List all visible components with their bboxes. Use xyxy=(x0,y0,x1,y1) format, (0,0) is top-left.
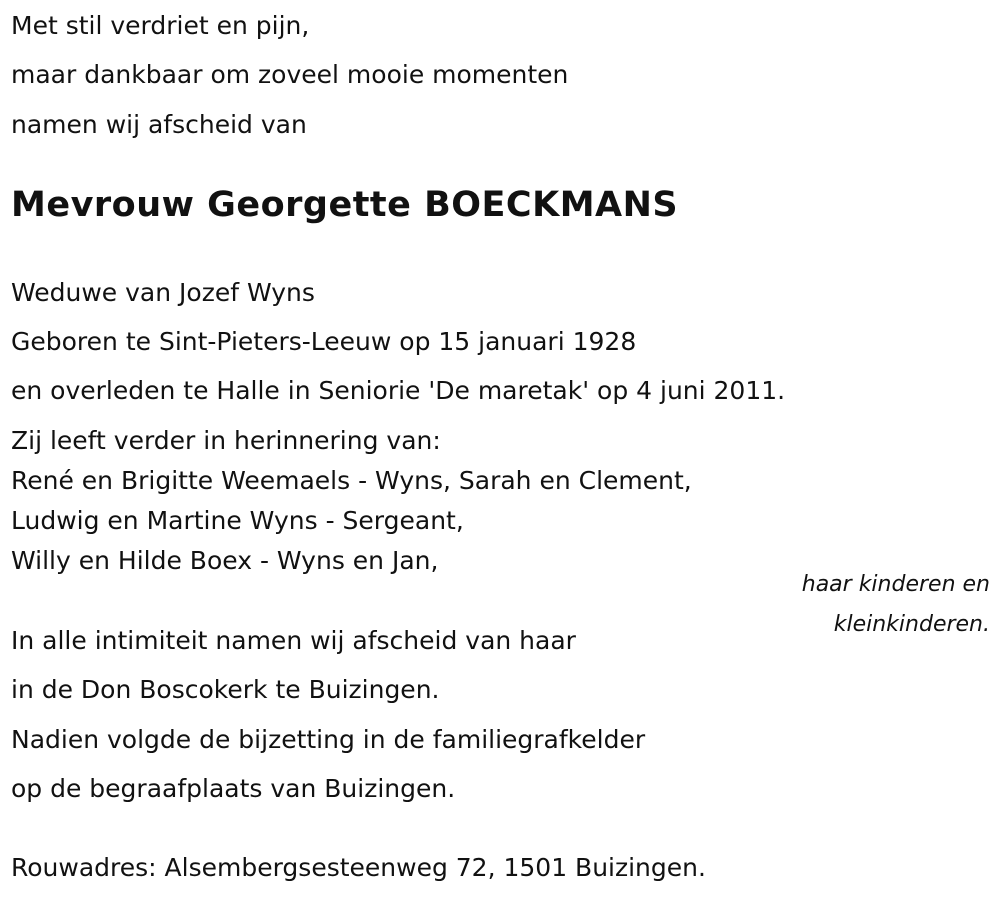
deceased-name: Mevrouw Georgette BOECKMANS xyxy=(11,185,679,225)
intro-line-2: maar dankbaar om zoveel mooie momenten xyxy=(11,60,569,89)
survivor-line-1: René en Brigitte Weemaels - Wyns, Sarah en Clement, xyxy=(11,466,692,495)
ceremony-line-4: op de begraafplaats van Buizingen. xyxy=(11,774,456,803)
mourning-address: Rouwadres: Alsembergsesteenweg 72, 1501 Buizingen. xyxy=(11,853,706,882)
birth-line: Geboren te Sint-Pieters-Leeuw op 15 januari 1928 xyxy=(11,327,637,356)
survivor-line-2: Ludwig en Martine Wyns - Sergeant, xyxy=(11,506,464,535)
death-line: en overleden te Halle in Seniorie 'De maretak' op 4 juni 2011. xyxy=(11,376,786,405)
survivor-line-3: Willy en Hilde Boex - Wyns en Jan, xyxy=(11,546,439,575)
widow-line: Weduwe van Jozef Wyns xyxy=(11,278,315,307)
ceremony-line-1: In alle intimiteit namen wij afscheid van haar xyxy=(11,626,576,655)
relation-line-1: haar kinderen en xyxy=(801,572,990,597)
intro-line-3: namen wij afscheid van xyxy=(11,110,307,139)
relation-line-2: kleinkinderen. xyxy=(833,612,990,637)
ceremony-line-3: Nadien volgde de bijzetting in de familiegrafkelder xyxy=(11,725,646,754)
ceremony-line-2: in de Don Boscokerk te Buizingen. xyxy=(11,675,440,704)
survivors-heading: Zij leeft verder in herinnering van: xyxy=(11,426,441,455)
intro-line-1: Met stil verdriet en pijn, xyxy=(11,11,310,40)
